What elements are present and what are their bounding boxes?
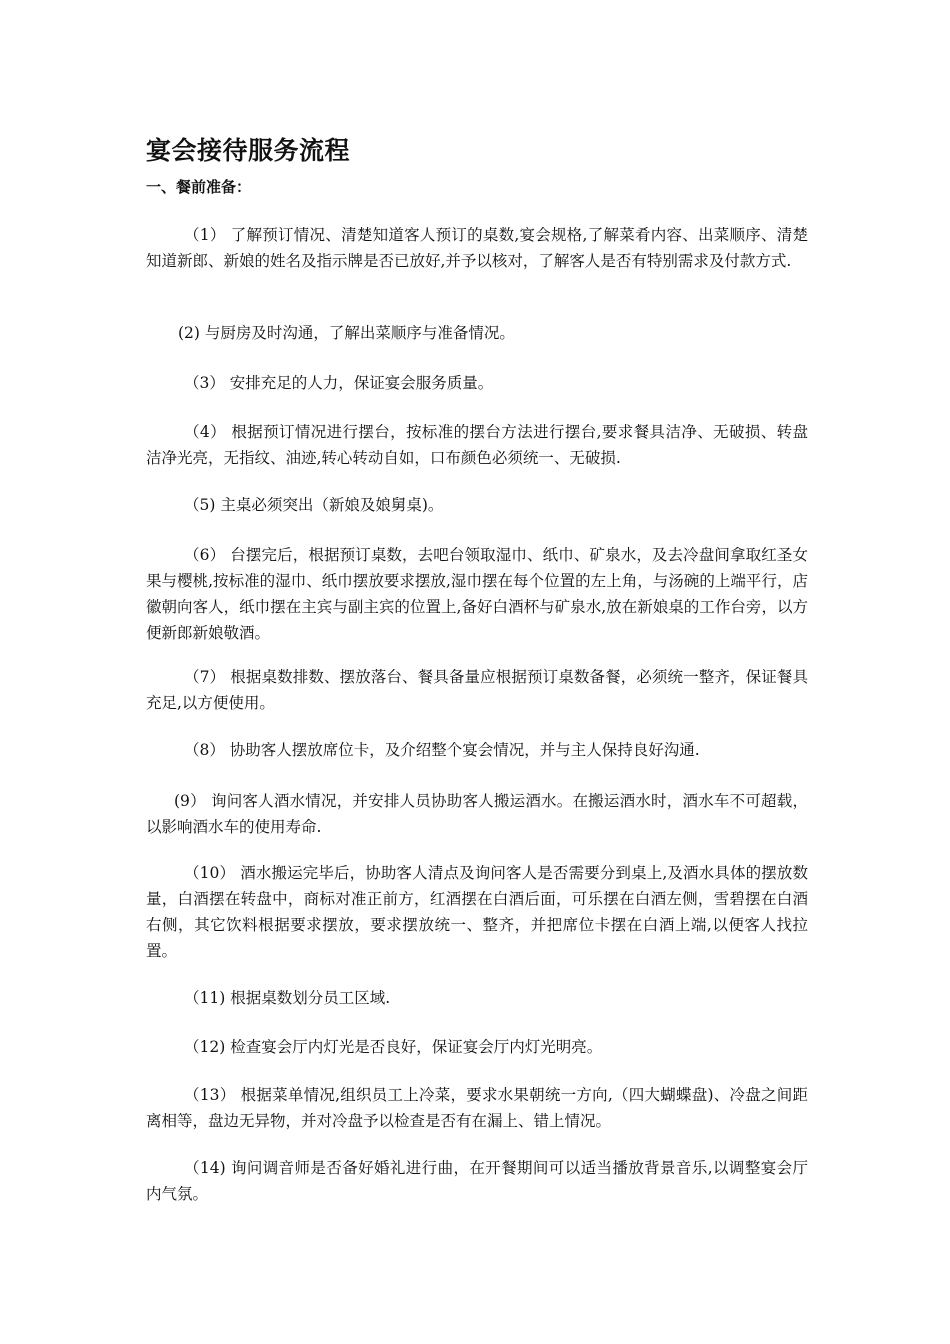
- paragraph-13: （13） 根据菜单情况,组织员工上冷菜，要求水果朝统一方向,（四大蝴蝶盘)、冷盘之间距离相等，盘边无异物，并对冷盘予以检查是否有在漏上、错上情况。: [146, 1086, 808, 1130]
- paragraph-1: （1） 了解预订情况、清楚知道客人预订的桌数,宴会规格,了解菜肴内容、出菜顺序、清楚知道新郎、新娘的姓名及指示牌是否已放好,并予以核对，了解客人是否有特别需求及付款方式.: [146, 226, 808, 270]
- paragraph-11: （11) 根据桌数划分员工区域.: [184, 989, 391, 1007]
- paragraph-8: （8） 协助客人摆放席位卡，及介绍整个宴会情况，并与主人保持良好沟通.: [184, 741, 700, 759]
- paragraph-6: （6） 台摆完后，根据预订桌数，去吧台领取湿巾、纸巾、矿泉水，及去冷盘间拿取红圣女果与樱桃,按标准的湿巾、纸巾摆放要求摆放,湿巾摆在每个位置的左上角，与汤碗的上端平行，店徽朝向客人，纸巾摆在主宾与副主宾的位置上,备好白酒杯与矿泉水,放在新娘桌的工作台旁，以方便新郎新娘敬酒。: [146, 546, 808, 642]
- paragraph-9: (9） 询问客人酒水情况，并安排人员协助客人搬运酒水。在搬运酒水时，酒水车不可超载，以影响酒水车的使用寿命.: [146, 792, 808, 836]
- paragraph-12: （12) 检查宴会厅内灯光是否良好，保证宴会厅内灯光明亮。: [184, 1038, 603, 1056]
- paragraph-10: （10） 酒水搬运完毕后，协助客人清点及询问客人是否需要分到桌上,及酒水具体的摆放数量，白酒摆在转盘中，商标对准正前方，红酒摆在白酒后面，可乐摆在白酒左侧，雪碧摆在白酒右侧，其它饮料根据要求摆放，要求摆放统一、整齐，并把席位卡摆在白酒上端,以便客人找拉置。: [146, 864, 808, 960]
- paragraph-4: （4） 根据预订情况进行摆台，按标准的摆台方法进行摆台,要求餐具洁净、无破损、转盘洁净光亮，无指纹、油迹,转心转动自如，口布颜色必须统一、无破损.: [146, 423, 808, 467]
- paragraph-5: （5) 主桌必须突出（新娘及娘舅桌)。: [184, 496, 444, 514]
- document-title: 宴会接待服务流程: [146, 136, 351, 165]
- paragraph-14: （14) 询问调音师是否备好婚礼进行曲，在开餐期间可以适当播放背景音乐,以调整宴会厅内气氛。: [146, 1159, 808, 1203]
- paragraph-2: (2) 与厨房及时沟通，了解出菜顺序与准备情况。: [178, 324, 515, 342]
- paragraph-7: （7） 根据桌数排数、摆放落台、餐具备量应根据预订桌数备餐，必须统一整齐，保证餐具充足,以方便使用。: [146, 668, 808, 712]
- paragraph-3: （3） 安排充足的人力，保证宴会服务质量。: [184, 374, 494, 392]
- section-heading: 一、餐前准备：: [146, 178, 252, 196]
